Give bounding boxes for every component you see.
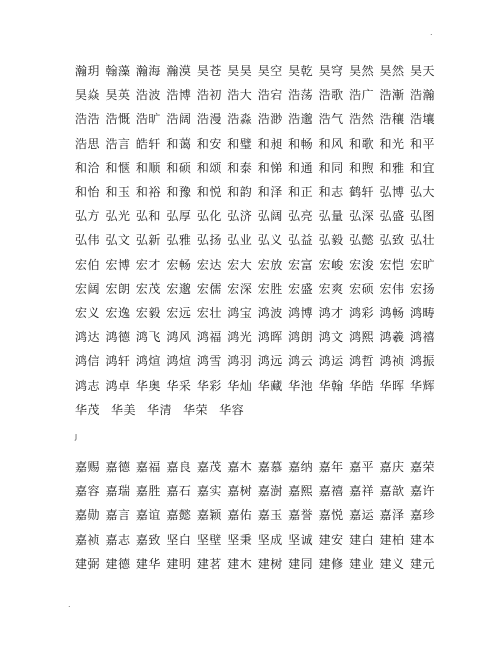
name-item: 宏深 [227,281,253,296]
name-row [75,305,435,322]
name-item: 嘉悦 [318,508,344,523]
name-item: 弘亮 [288,209,314,224]
name-item: 华容 [219,402,245,417]
name-item: 宏浚 [349,257,375,272]
name-item: 弘伟 [75,233,101,248]
name-item: 嘉瑞 [105,484,131,499]
name-item: 华美 [111,402,137,417]
name-item: 建业 [349,556,375,571]
name-item: 和蔼 [166,136,192,151]
name-item: 鸿志 [75,378,101,393]
name-item: 鸿彩 [349,306,375,320]
name-item: 和昶 [257,136,283,151]
name-item: 弘大 [409,185,435,199]
name-item: 宏大 [227,257,253,272]
name-item: 鸿哲 [349,354,375,369]
name-item: 建安 [318,532,344,547]
name-item: 嘉运 [349,508,375,523]
name-item: 鹤轩 [349,185,375,199]
name-item: 华采 [166,378,192,393]
name-item: 嘉祥 [349,484,375,499]
name-item: 弘和 [135,209,161,224]
name-item: 宏富 [288,257,314,272]
name-item: 弘厚 [166,209,192,224]
name-item: 华翰 [318,378,344,393]
name-item: 建华 [135,556,161,571]
name-item: 昊空 [257,64,283,78]
name-item: 宏恺 [379,257,405,272]
name-row [75,136,435,153]
name-item: 浩荡 [288,88,314,103]
name-item: 嘉澍 [257,484,283,499]
name-item: 鸿煊 [135,354,161,369]
name-item: 华清 [147,402,173,417]
name-item: 鸿煊 [166,354,192,369]
name-item: 坚诚 [288,532,314,547]
name-item: 鸿远 [257,354,283,369]
name-item: 鸿畴 [409,306,435,320]
name-item: 鸿运 [318,354,344,369]
name-item: 宏才 [135,257,161,272]
name-item: 鸿信 [75,354,101,369]
name-item: 华藏 [257,378,283,393]
name-row [75,507,435,524]
name-item: 宏儒 [196,281,222,296]
name-item: 鸿波 [257,306,283,320]
name-item: 嘉平 [349,460,375,474]
name-item: 坚白 [166,532,192,547]
name-item: 宏壮 [196,306,222,320]
name-item: 宏茂 [135,281,161,296]
name-item: 嘉慕 [257,460,283,474]
name-row [75,483,435,500]
name-item: 和玉 [105,185,131,199]
name-item: 浩阔 [166,112,192,127]
name-item: 和光 [379,136,405,151]
name-item: 鸿宝 [227,306,253,320]
name-item: 嘉玉 [257,508,283,523]
name-item: 建明 [166,556,192,571]
name-row [75,353,435,370]
name-item: 鸿卓 [105,378,131,393]
name-item: 和宜 [409,160,435,175]
name-item: 宏扬 [409,281,435,296]
name-item: 嘉勋 [75,508,101,523]
name-item: 嘉佑 [227,508,253,523]
name-item: 浩浩 [75,112,101,127]
name-item: 和安 [196,136,222,151]
name-row [75,556,435,573]
name-item: 浩穰 [379,112,405,127]
name-row [75,111,435,128]
name-item: 浩言 [105,136,131,151]
name-item: 弘义 [257,233,283,248]
name-item: 鸿福 [196,330,222,345]
name-item: 浩漸 [379,88,405,103]
name-item: 坚壁 [196,532,222,547]
name-item: 鸿才 [318,306,344,320]
name-item: 弘新 [135,233,161,248]
name-item: 浩壤 [409,112,435,127]
name-item: 鸿羲 [379,330,405,345]
name-item: 坚成 [257,532,283,547]
name-item: 弘化 [196,209,222,224]
name-item: 弘光 [105,209,131,224]
name-item: 鸿博 [288,306,314,320]
name-item: 弘方 [75,209,101,224]
name-row [75,532,435,549]
name-item: 和歌 [349,136,375,151]
name-item: 华辉 [409,378,435,393]
name-item: 和泰 [227,160,253,175]
name-item: 嘉德 [105,460,131,474]
name-item: 昊然 [349,64,375,78]
name-row [75,257,435,274]
name-item: 嘉志 [105,532,131,547]
name-item: 鸿轩 [105,354,131,369]
name-item: 和煦 [349,160,375,175]
name-row [75,281,435,298]
name-row [75,87,435,104]
name-item: 建柏 [379,532,405,547]
name-item: 弘益 [288,233,314,248]
name-item: 弘盛 [379,209,405,224]
name-item: 鸿云 [288,354,314,369]
name-item: 浩初 [196,88,222,103]
name-row [75,459,435,476]
name-item: 华茂 [75,402,101,417]
name-item: 嘉庆 [379,460,405,474]
name-item: 嘉实 [196,484,222,499]
name-item: 瀚玥 [75,64,101,78]
name-item: 鸿熙 [349,330,375,345]
name-item: 嘉致 [135,532,161,547]
name-item: 浩波 [135,88,161,103]
name-item: 和正 [288,185,314,199]
name-item: 瀚海 [135,64,161,78]
name-item: 弘懿 [349,233,375,248]
name-item: 鸿雪 [196,354,222,369]
name-row [75,329,435,346]
name-item: 皓轩 [135,136,161,151]
name-item: 弘毅 [318,233,344,248]
name-item: 和泽 [257,185,283,199]
name-item: 嘉年 [318,460,344,474]
name-item: 宏硕 [349,281,375,296]
name-item: 和风 [318,136,344,151]
name-item: 宏畅 [166,257,192,272]
name-item: 鸿羽 [227,354,253,369]
name-item: 宏远 [166,306,192,320]
name-item: 和怡 [75,185,101,199]
top-right-mark: . [430,28,433,37]
name-item: 鸿祯 [379,354,405,369]
name-item: 华灿 [227,378,253,393]
name-item: 宏朗 [105,281,131,296]
name-item: 和雅 [379,160,405,175]
name-item: 鸿振 [409,354,435,369]
name-item: 嘉禧 [318,484,344,499]
name-row [75,184,435,201]
name-item: 嘉许 [409,484,435,499]
name-item: 建德 [105,556,131,571]
name-item: 浩宕 [257,88,283,103]
name-item: 鸿朗 [288,330,314,345]
name-item: 建茗 [196,556,222,571]
name-item: 鸿文 [318,330,344,345]
name-item: 昊昊 [227,64,253,78]
name-item: 嘉泽 [379,508,405,523]
name-item: 浩慨 [105,112,131,127]
name-item: 华荣 [183,402,209,417]
name-item: 和璧 [227,136,253,151]
name-item: 嘉良 [166,460,192,474]
name-item: 华池 [288,378,314,393]
name-item: 弘致 [379,233,405,248]
name-item: 嘉誉 [288,508,314,523]
name-item: 华奥 [135,378,161,393]
name-item: 鸿飞 [135,330,161,345]
name-item: 华晖 [379,378,405,393]
name-item: 和畅 [288,136,314,151]
name-item: 建弼 [75,556,101,571]
name-item: 昊然 [379,64,405,78]
name-item: 宏义 [75,306,101,320]
name-item: 嘉熙 [288,484,314,499]
name-item: 宏达 [196,257,222,272]
name-item: 嘉荣 [409,460,435,474]
bottom-left-mark: . [68,600,71,609]
name-item: 和通 [288,160,314,175]
name-item: 嘉树 [227,484,253,499]
name-item: 嘉容 [75,484,101,499]
name-row [75,63,435,80]
name-item: 浩大 [227,88,253,103]
name-item: 华皓 [349,378,375,393]
name-item: 弘业 [227,233,253,248]
name-item: 宏伯 [75,257,101,272]
name-row [75,208,435,225]
name-item: 鸿风 [166,330,192,345]
name-item: 弘文 [105,233,131,248]
name-item: 浩邈 [288,112,314,127]
name-item: 嘉颖 [196,508,222,523]
name-item: 嘉茂 [196,460,222,474]
name-item: 弘深 [349,209,375,224]
name-item: 嘉赐 [75,460,101,474]
name-item: 和颂 [196,160,222,175]
name-item: 建树 [257,556,283,571]
name-item: 和同 [318,160,344,175]
name-item: 宏毅 [135,306,161,320]
name-item: 鸿畅 [379,306,405,320]
name-item: 翰藻 [105,64,131,78]
name-item: 嘉言 [105,508,131,523]
name-item: 浩旷 [135,112,161,127]
name-item: 和韵 [227,185,253,199]
name-item: 宏爽 [318,281,344,296]
section-letter-j: J [75,433,78,441]
name-item: 建同 [288,556,314,571]
name-item: 弘壮 [409,233,435,248]
name-item: 宏胜 [257,281,283,296]
name-item: 建白 [349,532,375,547]
name-item: 弘图 [409,209,435,224]
name-item: 浩渺 [257,112,283,127]
name-item: 昊天 [409,64,435,78]
name-item: 浩气 [318,112,344,127]
name-item: 宏放 [257,257,283,272]
name-item: 嘉懿 [166,508,192,523]
name-item: 宏邈 [166,281,192,296]
name-item: 嘉祯 [75,532,101,547]
name-row [75,232,435,249]
name-item: 嘉福 [135,460,161,474]
name-item: 弘量 [318,209,344,224]
name-item: 昊苍 [196,64,222,78]
name-item: 浩广 [349,88,375,103]
name-row [75,378,435,395]
name-item: 建修 [318,556,344,571]
name-item: 昊穹 [318,64,344,78]
name-item: 和顺 [135,160,161,175]
name-item: 和志 [318,185,344,199]
name-item: 浩漫 [196,112,222,127]
name-item: 嘉歆 [379,484,405,499]
name-item: 和悦 [196,185,222,199]
name-item: 宏逸 [105,306,131,320]
name-item: 和裕 [135,185,161,199]
name-item: 宏盛 [288,281,314,296]
name-item: 宏峻 [318,257,344,272]
name-item: 嘉胜 [135,484,161,499]
name-item: 弘扬 [196,233,222,248]
name-item: 鸿德 [105,330,131,345]
name-item: 鸿光 [227,330,253,345]
name-item: 和洽 [75,160,101,175]
name-item: 弘阔 [257,209,283,224]
name-item: 鸿禧 [409,330,435,345]
name-item: 建元 [409,556,435,571]
name-item: 嘉木 [227,460,253,474]
name-item: 华彩 [196,378,222,393]
name-item: 嘉珍 [409,508,435,523]
name-item: 嘉纳 [288,460,314,474]
name-item: 嘉谊 [135,508,161,523]
name-item: 宏伟 [379,281,405,296]
name-item: 和悌 [257,160,283,175]
name-item: 和惬 [105,160,131,175]
name-item: 弘博 [379,185,405,199]
name-row [75,402,435,419]
name-item: 昊乾 [288,64,314,78]
name-item: 昊焱 [75,88,101,103]
name-item: 弘雅 [166,233,192,248]
name-item: 坚秉 [227,532,253,547]
name-item: 浩然 [349,112,375,127]
name-item: 宏旷 [409,257,435,272]
name-item: 鸿达 [75,330,101,345]
name-item: 宏阔 [75,281,101,296]
name-item: 浩淼 [227,112,253,127]
name-row [75,160,435,177]
name-item: 浩瀚 [409,88,435,103]
name-item: 和硕 [166,160,192,175]
name-item: 瀚漠 [166,64,192,78]
name-item: 建本 [409,532,435,547]
name-item: 昊英 [105,88,131,103]
name-item: 鸿晖 [257,330,283,345]
name-item: 建义 [379,556,405,571]
name-item: 弘济 [227,209,253,224]
name-item: 和豫 [166,185,192,199]
name-item: 建木 [227,556,253,571]
name-item: 嘉石 [166,484,192,499]
name-item: 浩歌 [318,88,344,103]
name-item: 和平 [409,136,435,151]
name-item: 宏博 [105,257,131,272]
name-item: 浩博 [166,88,192,103]
name-item: 浩思 [75,136,101,151]
